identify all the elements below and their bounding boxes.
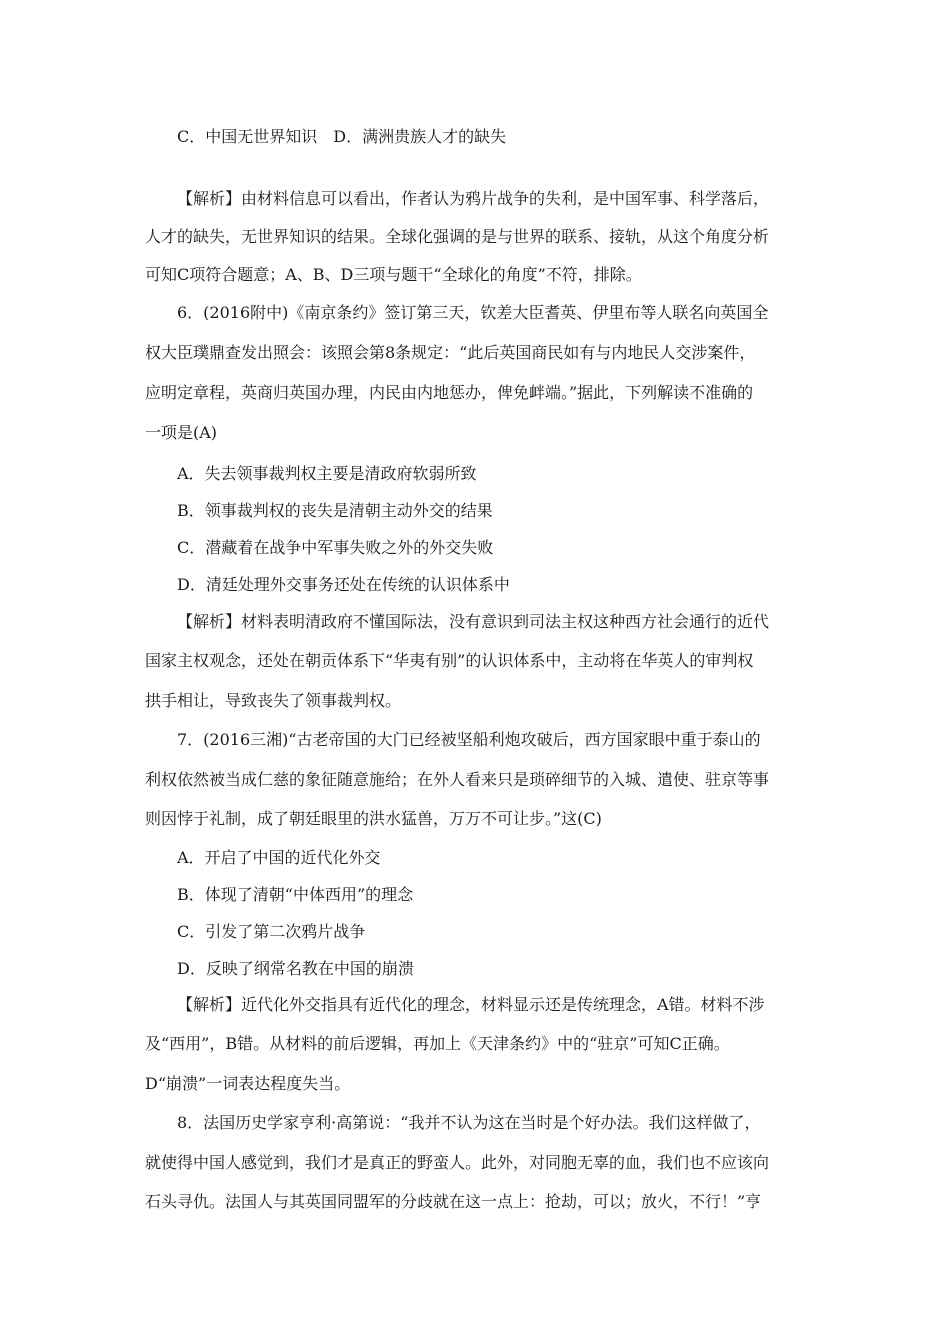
question-6-line-2: 权大臣璞鼎查发出照会：该照会第8条规定：“此后英国商民如有与内地民人交涉案件，	[145, 343, 756, 362]
analysis-q5-line-1: 【解析】由材料信息可以看出，作者认为鸦片战争的失利，是中国军事、科学落后，	[177, 189, 770, 208]
analysis-q7-line-2: 及“西用”，B错。从材料的前后逻辑，再加上《天津条约》中的“驻京”可知C正确。	[145, 1034, 730, 1053]
question-6-option-d: D．清廷处理外交事务还处在传统的认识体系中	[177, 575, 510, 594]
question-6-option-b: B．领事裁判权的丧失是清朝主动外交的结果	[177, 501, 493, 520]
question-7-line-3: 则因悖于礼制，成了朝廷眼里的洪水猛兽，万万不可让步。”这(C)	[145, 809, 602, 828]
question-6-line-3: 应明定章程，英商归英国办理，内民由内地惩办，俾免衅端。”据此，下列解读不准确的	[145, 383, 754, 402]
question-7-option-c: C．引发了第二次鸦片战争	[177, 922, 366, 941]
question-8-line-3: 石头寻仇。法国人与其英国同盟军的分歧就在这一点上：抢劫，可以；放火，不行！”亨	[145, 1192, 762, 1211]
option-c-d-line: C．中国无世界知识 D．满洲贵族人才的缺失	[177, 127, 507, 146]
analysis-q5-line-2: 人才的缺失，无世界知识的结果。全球化强调的是与世界的联系、接轨，从这个角度分析	[145, 227, 770, 246]
analysis-q6-line-2: 国家主权观念，还处在朝贡体系下“华夷有别”的认识体系中，主动将在华英人的审判权	[145, 651, 754, 670]
analysis-q7-line-3: D“崩溃”一词表达程度失当。	[145, 1074, 351, 1093]
analysis-q6-line-1: 【解析】材料表明清政府不懂国际法，没有意识到司法主权这种西方社会通行的近代	[177, 612, 770, 631]
question-6-line-4: 一项是(A)	[145, 423, 218, 442]
question-6-option-c: C．潜藏着在战争中军事失败之外的外交失败	[177, 538, 494, 557]
question-8-line-1: 8．法国历史学家亨利·高第说：“我并不认为这在当时是个好办法。我们这样做了，	[177, 1113, 761, 1132]
question-6-option-a: A．失去领事裁判权主要是清政府软弱所致	[177, 464, 477, 483]
question-7-option-a: A．开启了中国的近代化外交	[177, 848, 381, 867]
analysis-q6-line-3: 拱手相让，导致丧失了领事裁判权。	[145, 691, 402, 710]
question-8-line-2: 就使得中国人感觉到，我们才是真正的野蛮人。此外，对同胞无辜的血，我们也不应该向	[145, 1153, 770, 1172]
question-7-line-1: 7．(2016三湘)“古老帝国的大门已经被坚船利炮攻破后，西方国家眼中重于泰山的	[177, 730, 761, 749]
question-6-line-1: 6．(2016附中)《南京条约》签订第三天，钦差大臣耆英、伊里布等人联名向英国全	[177, 303, 769, 322]
analysis-q5-line-3: 可知C项符合题意；A、B、D三项与题干“全球化的角度”不符，排除。	[145, 265, 642, 284]
analysis-q7-line-1: 【解析】近代化外交指具有近代化的理念，材料显示还是传统理念，A错。材料不涉	[177, 995, 765, 1014]
question-7-option-d: D．反映了纲常名教在中国的崩溃	[177, 959, 414, 978]
question-7-option-b: B．体现了清朝“中体西用”的理念	[177, 885, 414, 904]
question-7-line-2: 利权依然被当成仁慈的象征随意施给；在外人看来只是琐碎细节的入城、遣使、驻京等事	[145, 770, 770, 789]
